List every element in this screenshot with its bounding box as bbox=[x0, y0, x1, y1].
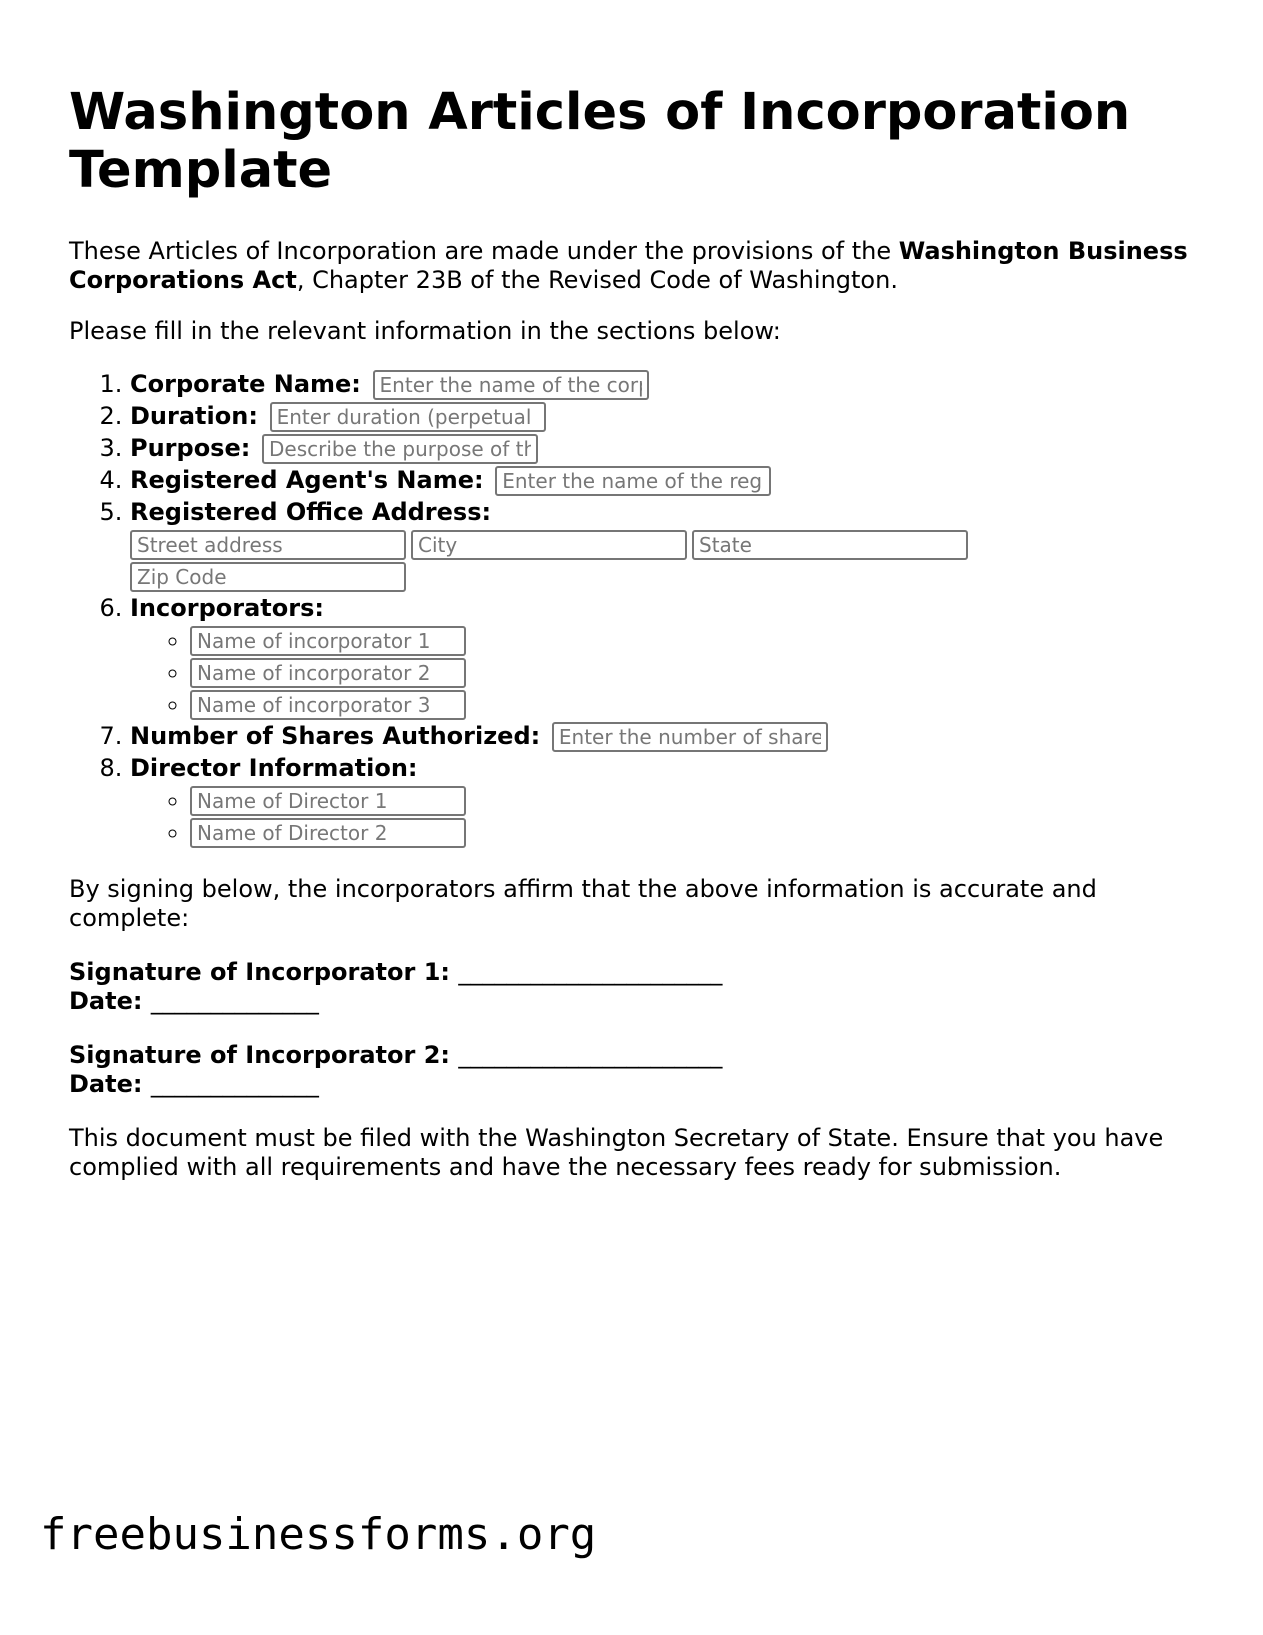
signature-1-label: Signature of Incorporator 1: bbox=[69, 958, 450, 986]
registered-office-label: Registered Office Address: bbox=[130, 498, 492, 526]
list-item bbox=[190, 624, 1199, 656]
duration-input[interactable] bbox=[270, 402, 546, 432]
signature-2-row bbox=[69, 1041, 1199, 1070]
duration-label: Duration: bbox=[130, 402, 258, 430]
filing-note: This document must be filed with the Washington Secretary of State. Ensure that you have complied with all requirements and have the necessary fees ready for submission. bbox=[69, 1124, 1164, 1181]
affirmation-text: By signing below, the incorporators affirm that the above information is accurate and complete: bbox=[69, 875, 1097, 932]
document-title: Washington Articles of Incorporation Template bbox=[69, 83, 1131, 200]
date-1-row bbox=[69, 987, 1199, 1016]
intro-suffix: , Chapter 23B of the Revised Code of Washington. bbox=[296, 266, 898, 294]
street-address-input[interactable] bbox=[130, 530, 406, 560]
incorporators-list bbox=[130, 624, 1199, 720]
date-2-label: Date: bbox=[69, 1070, 143, 1098]
watermark-text: freebusinessforms.org bbox=[40, 1509, 597, 1560]
director-1-input[interactable] bbox=[190, 786, 466, 816]
list-item bbox=[190, 656, 1199, 688]
section-purpose bbox=[130, 432, 1199, 464]
date-1-line[interactable]: ______________ bbox=[150, 987, 319, 1015]
section-duration bbox=[130, 400, 1199, 432]
corporate-name-input[interactable] bbox=[373, 370, 649, 400]
incorporator-1-input[interactable] bbox=[190, 626, 466, 656]
list-item bbox=[190, 816, 1199, 848]
section-shares bbox=[130, 720, 1199, 752]
directors-label: Director Information: bbox=[130, 754, 418, 782]
signature-block-2 bbox=[69, 1041, 1199, 1099]
list-item bbox=[190, 688, 1199, 720]
purpose-input[interactable] bbox=[262, 434, 538, 464]
sections-list bbox=[69, 368, 1199, 848]
shares-input[interactable] bbox=[552, 722, 828, 752]
section-directors bbox=[130, 752, 1199, 848]
incorporators-label: Incorporators: bbox=[130, 594, 324, 622]
section-registered-agent bbox=[130, 464, 1199, 496]
incorporator-2-input[interactable] bbox=[190, 658, 466, 688]
state-input[interactable] bbox=[692, 530, 968, 560]
section-corporate-name bbox=[130, 368, 1199, 400]
section-registered-office bbox=[130, 496, 1199, 592]
signature-2-line[interactable]: ______________________ bbox=[458, 1041, 723, 1069]
purpose-label: Purpose: bbox=[130, 434, 251, 462]
list-item bbox=[190, 784, 1199, 816]
zip-code-input[interactable] bbox=[130, 562, 406, 592]
signature-1-line[interactable]: ______________________ bbox=[458, 958, 723, 986]
city-input[interactable] bbox=[411, 530, 687, 560]
incorporator-3-input[interactable] bbox=[190, 690, 466, 720]
address-row-2 bbox=[130, 560, 1199, 592]
signature-1-row bbox=[69, 958, 1199, 987]
intro-act-name: Washington Business Corporations Act bbox=[69, 237, 1188, 294]
shares-label: Number of Shares Authorized: bbox=[130, 722, 541, 750]
fill-instruction: Please fill in the relevant information in the sections below: bbox=[69, 317, 781, 345]
signature-block-1 bbox=[69, 958, 1199, 1016]
directors-list bbox=[130, 784, 1199, 848]
signature-2-label: Signature of Incorporator 2: bbox=[69, 1041, 450, 1069]
section-incorporators bbox=[130, 592, 1199, 720]
intro-prefix: These Articles of Incorporation are made under the provisions of the bbox=[69, 237, 899, 265]
director-2-input[interactable] bbox=[190, 818, 466, 848]
registered-agent-label: Registered Agent's Name: bbox=[130, 466, 484, 494]
address-row-1 bbox=[130, 528, 1199, 560]
intro-paragraph bbox=[69, 237, 1199, 295]
date-2-line[interactable]: ______________ bbox=[150, 1070, 319, 1098]
registered-agent-input[interactable] bbox=[495, 466, 771, 496]
corporate-name-label: Corporate Name: bbox=[130, 370, 361, 398]
document-page bbox=[69, 84, 1199, 1182]
date-1-label: Date: bbox=[69, 987, 143, 1015]
date-2-row bbox=[69, 1070, 1199, 1099]
